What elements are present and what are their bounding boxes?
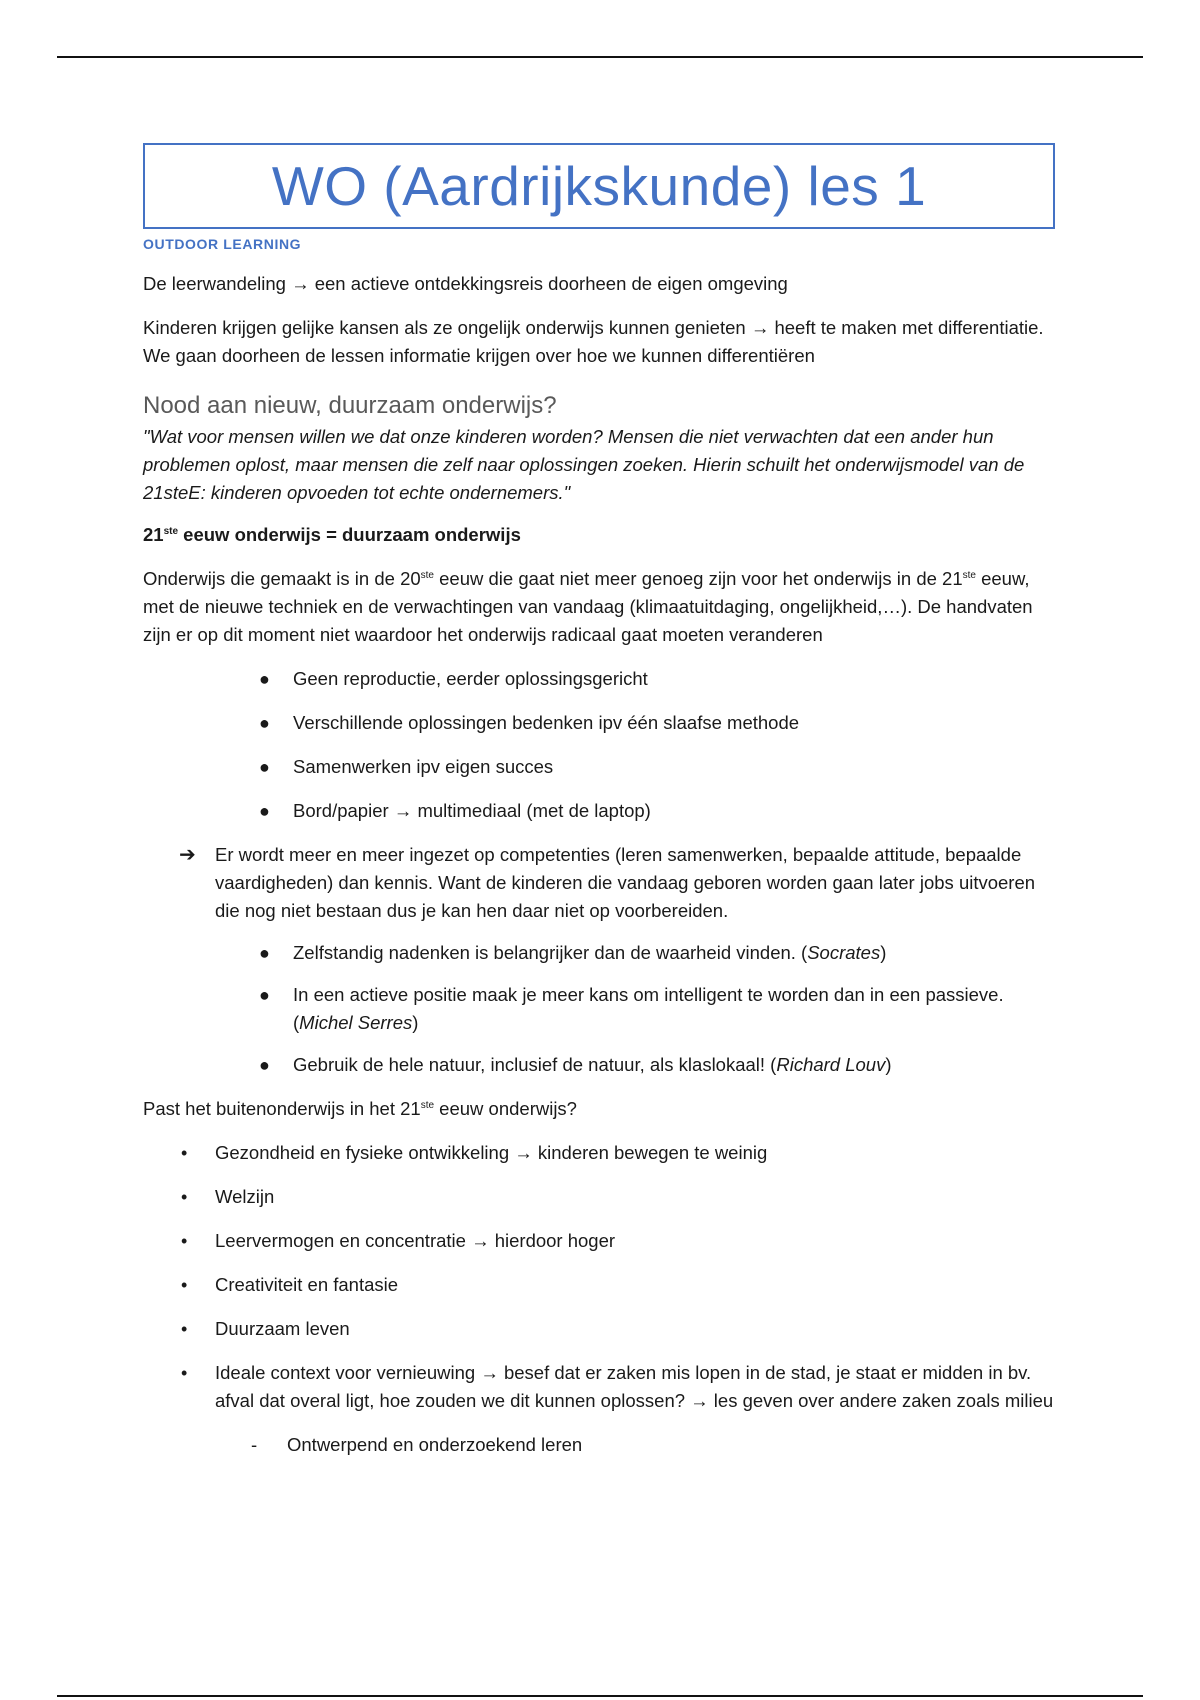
list-item: ● Verschillende oplossingen bedenken ipv één slaafse methode bbox=[293, 709, 1055, 737]
bold-heading: 21ste eeuw onderwijs = duurzaam onderwijs bbox=[143, 524, 521, 545]
arrow-icon: → bbox=[750, 317, 770, 338]
list-item: • Duurzaam leven bbox=[215, 1315, 1055, 1343]
intro-paragraph-2: Kinderen krijgen gelijke kansen als ze ongelijk onderwijs kunnen genieten → heeft te maken met differentiatie. We gaan doorheen de lessen informatie krijgen over hoe we kunnen differentiëren bbox=[143, 317, 1044, 366]
list-item: • Gezondheid en fysieke ontwikkeling → kinderen bewegen te weinig bbox=[215, 1139, 1055, 1167]
bullet-icon: • bbox=[181, 1231, 188, 1251]
dash-bullet-icon: - bbox=[251, 1434, 258, 1455]
document-body bbox=[143, 143, 1055, 1459]
bullet-icon: • bbox=[181, 1363, 188, 1383]
subtitle: OUTDOOR LEARNING bbox=[143, 236, 302, 252]
bullet-icon: ● bbox=[259, 757, 270, 777]
list-item: • Ideale context voor vernieuwing → besef dat er zaken mis lopen in de stad, je staat er midden in bv. afval dat overal ligt, hoe zouden we dit kunnen oplossen? → les geven over andere zaken zoals milieu bbox=[215, 1359, 1055, 1415]
arrow-paragraph: ➔ Er wordt meer en meer ingezet op competenties (leren samenwerken, bepaalde attitude, bepaalde vaardigheden) dan kennis. Want de kinderen die vandaag geboren worden gaan later jobs uitvoeren die nog niet bestaan dus je kan hen daar niet op voorbereiden. bbox=[215, 841, 1055, 925]
title-box bbox=[143, 143, 1055, 229]
intro-paragraph-1: De leerwandeling → een actieve ontdekkingsreis doorheen de eigen omgeving bbox=[143, 273, 788, 294]
bullet-icon: ● bbox=[259, 669, 270, 689]
bullet-icon: • bbox=[181, 1275, 188, 1295]
header-rule bbox=[57, 56, 1143, 58]
list-item: ● Samenwerken ipv eigen succes bbox=[293, 753, 1055, 781]
arrow-icon: → bbox=[690, 1390, 709, 1411]
page-title: WO (Aardrijkskunde) les 1 bbox=[271, 154, 927, 217]
bullet-list-1 bbox=[259, 665, 1055, 825]
bullet-icon: ● bbox=[259, 985, 270, 1005]
list-item: ● Zelfstandig nadenken is belangrijker dan de waarheid vinden. (Socrates) bbox=[293, 939, 1055, 967]
bullet-icon: ● bbox=[259, 943, 270, 963]
arrow-icon: → bbox=[291, 273, 310, 294]
list-item: ● Gebruik de hele natuur, inclusief de natuur, als klaslokaal! (Richard Louv) bbox=[293, 1051, 1055, 1079]
quote-paragraph: "Wat voor mensen willen we dat onze kinderen worden? Mensen die niet verwachten dat een ander hun problemen oplost, maar mensen die zelf naar oplossingen zoeken. Hierin schuilt het onderwijsmodel van de 21steE: kinderen opvoeden tot echte ondernemers." bbox=[143, 426, 1025, 503]
arrow-icon: → bbox=[471, 1230, 490, 1251]
list-item: ● In een actieve positie maak je meer kans om intelligent te worden dan in een passieve. (Michel Serres) bbox=[293, 981, 1055, 1037]
bullet-icon: ● bbox=[259, 1055, 270, 1075]
list-item: • Welzijn bbox=[215, 1183, 1055, 1211]
bullet-icon: ● bbox=[259, 713, 270, 733]
bullet-icon: • bbox=[181, 1187, 188, 1207]
arrow-icon: → bbox=[514, 1142, 533, 1163]
education-paragraph: Onderwijs die gemaakt is in de 20ste eeuw die gaat niet meer genoeg zijn voor het onderwijs in de 21ste eeuw, met de nieuwe techniek en de verwachtingen van vandaag (klimaatuitdaging, ongelijkheid,…). De handvaten zijn er op dit moment niet waardoor het onderwijs radicaal gaat moeten veranderen bbox=[143, 568, 1033, 645]
bullet-icon: • bbox=[181, 1143, 188, 1163]
arrow-icon: → bbox=[393, 800, 413, 821]
question-paragraph: Past het buitenonderwijs in het 21ste eeuw onderwijs? bbox=[143, 1098, 577, 1119]
list-item: • Leervermogen en concentratie → hierdoor hoger bbox=[215, 1227, 1055, 1255]
bullet-icon: • bbox=[181, 1319, 188, 1339]
bullet-icon: ● bbox=[259, 801, 270, 821]
bullet-list-3 bbox=[181, 1139, 1055, 1415]
arrow-bullet-icon: ➔ bbox=[179, 844, 196, 866]
arrow-icon: → bbox=[480, 1362, 499, 1383]
list-item: • Creativiteit en fantasie bbox=[215, 1271, 1055, 1299]
list-item: ● Bord/papier → multimediaal (met de laptop) bbox=[293, 797, 1055, 825]
footer-rule bbox=[57, 1695, 1143, 1697]
list-item: ● Geen reproductie, eerder oplossingsgericht bbox=[293, 665, 1055, 693]
bullet-list-2 bbox=[259, 939, 1055, 1079]
section-heading: Nood aan nieuw, duurzaam onderwijs? bbox=[143, 392, 557, 419]
dash-list-item: - Ontwerpend en onderzoekend leren bbox=[287, 1431, 1055, 1459]
